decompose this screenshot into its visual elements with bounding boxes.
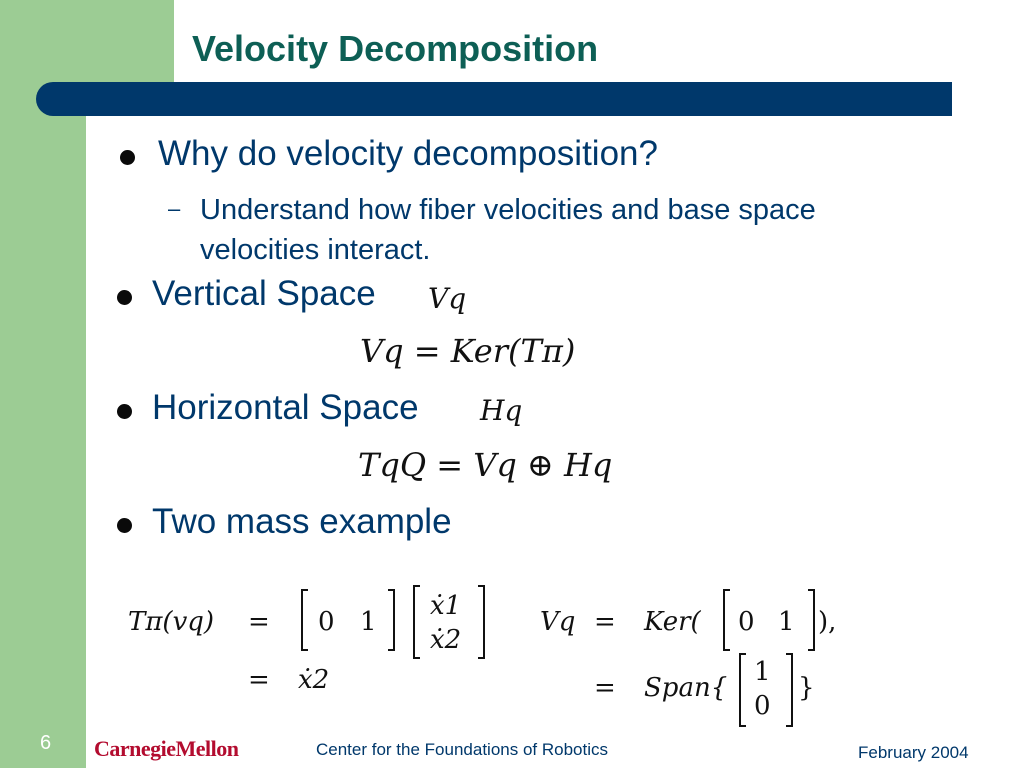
page-number: 6 [40, 732, 52, 754]
span-vec-1: 0 [754, 691, 771, 721]
vq-equals: = [594, 607, 616, 637]
span-text: Span{ [644, 673, 728, 703]
vertical-space-equation: Vq = Ker(Tπ) [360, 332, 576, 370]
ker-row-1: 1 [778, 607, 795, 637]
bullet-vertical-space: Vertical Space [152, 274, 376, 313]
horizontal-space-equation: TqQ = Vq ⊕ Hq [358, 446, 613, 484]
bullet-why: Why do velocity decomposition? [158, 134, 658, 173]
col-vec-0: ẋ1 [430, 591, 462, 621]
bracket-left [302, 590, 308, 650]
row-vec-0: 0 [318, 607, 335, 637]
horizontal-space-symbol: Hq [480, 394, 523, 427]
row-vec-1: 1 [360, 607, 377, 637]
bullet-two-mass: Two mass example [152, 502, 452, 541]
two-mass-equals-1: = [248, 607, 270, 637]
vq-symbol: Vq [540, 607, 576, 637]
footer-date: February 2004 [858, 743, 969, 762]
ker-text: Ker( [644, 607, 701, 637]
sub-bullet-dash: – [168, 196, 181, 221]
bracket-right [786, 654, 792, 726]
bracket-right [478, 586, 484, 658]
slide-title: Velocity Decomposition [192, 28, 599, 69]
sub-bullet-why: Understand how fiber velocities and base space velocities interact. [200, 194, 816, 266]
span-close: } [798, 673, 815, 703]
ker-close: ), [818, 607, 837, 637]
bracket-left [414, 586, 420, 658]
ker-row-0: 0 [738, 607, 755, 637]
span-equals: = [594, 673, 616, 703]
two-mass-equals-2: = [248, 665, 270, 695]
bullet-horizontal-space: Horizontal Space [152, 388, 419, 427]
bracket-left [724, 590, 730, 650]
vertical-space-symbol: Vq [428, 282, 467, 315]
two-mass-lhs: Tπ(vq) [128, 607, 215, 637]
bracket-right [808, 590, 814, 650]
bracket-right [388, 590, 394, 650]
carnegie-mellon-logo: CarnegieMellon [94, 736, 239, 761]
footer-center-text: Center for the Foundations of Robotics [316, 740, 608, 759]
bracket-left [740, 654, 746, 726]
col-vec-1: ẋ2 [430, 625, 462, 655]
two-mass-rhs2: ẋ2 [298, 665, 330, 695]
span-vec-0: 1 [754, 657, 771, 687]
